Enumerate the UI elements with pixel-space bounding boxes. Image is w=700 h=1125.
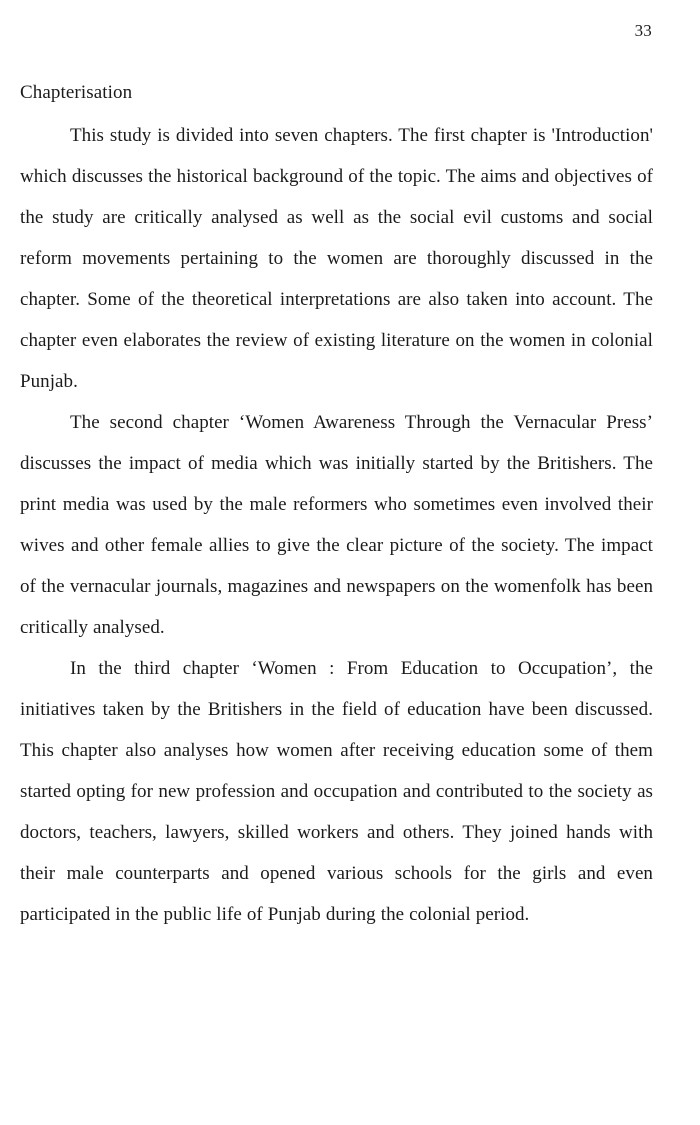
- paragraph-two: The second chapter ‘Women Awareness Through the Vernacular Press’ discusses the impact of media which was initially started by the Britishers. The print media was used by the male reformers who sometimes even involved their wives and other female allies to give the clear picture of the society. The impact of the vernacular journals, magazines and newspapers on the womenfolk has been critically analysed.: [20, 412, 653, 638]
- section-heading: Chapterisation: [20, 82, 133, 103]
- page-body: [20, 80, 653, 935]
- paragraph-one: This study is divided into seven chapters. The first chapter is 'Introduction' which discusses the historical background of the topic. The aims and objectives of the study are critically analysed as well as the social evil customs and social reform movements pertaining to the women are thoroughly discussed in the chapter. Some of the theoretical interpretations are also taken into account. The chapter even elaborates the review of existing literature on the women in colonial Punjab.: [20, 125, 653, 392]
- paragraph-three: In the third chapter ‘Women : From Education to Occupation’, the initiatives taken by the Britishers in the field of education have been discussed. This chapter also analyses how women after receiving education some of them started opting for new profession and occupation and contributed to the society as doctors, teachers, lawyers, skilled workers and others. They joined hands with their male counterparts and opened various schools for the girls and even participated in the public life of Punjab during the colonial period.: [20, 658, 653, 925]
- page-number: 33: [634, 21, 652, 40]
- page-header: [0, 22, 652, 41]
